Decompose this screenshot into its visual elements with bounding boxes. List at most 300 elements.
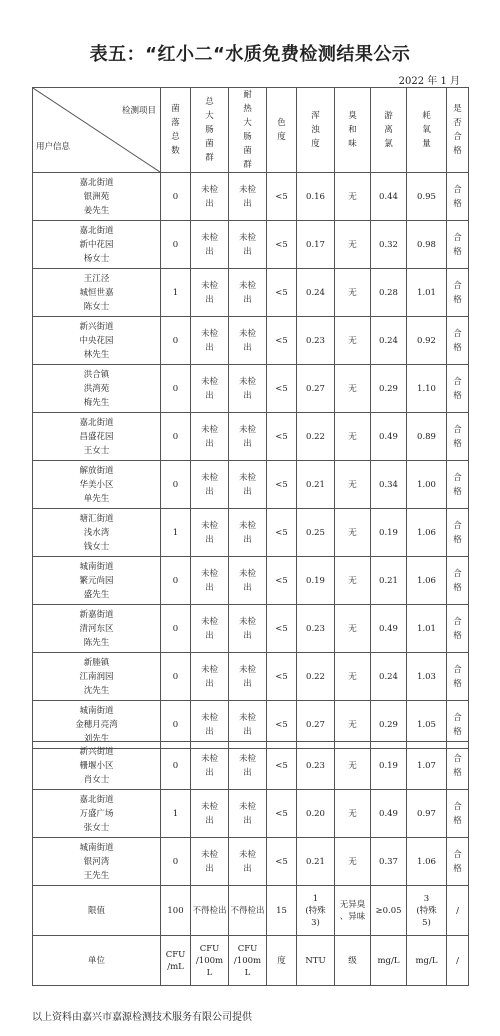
value-cell — [267, 221, 297, 269]
value-cell — [191, 557, 229, 605]
cell-value: 未检出 — [200, 616, 218, 641]
cell-value: CFU /mL — [165, 949, 186, 972]
cell-value: 0 — [172, 431, 179, 442]
limit-row-label: 限值 — [33, 886, 161, 936]
cell-value: <5 — [275, 527, 288, 538]
value-cell — [161, 886, 191, 936]
value-cell — [371, 557, 407, 605]
cell-value: 无 — [348, 808, 357, 819]
cell-value: CFU /100m L — [233, 943, 262, 978]
value-cell — [407, 365, 447, 413]
cell-value: 0 — [172, 239, 179, 250]
cell-value: mg/L — [415, 955, 438, 966]
cell-value: 未检出 — [238, 424, 256, 449]
value-cell — [335, 461, 371, 509]
table-row — [33, 653, 469, 701]
value-cell — [447, 317, 469, 365]
value-cell — [229, 461, 267, 509]
user-info-line: 新中花园 — [79, 239, 114, 250]
cell-value: 无 — [348, 191, 357, 202]
user-info-cell — [33, 317, 161, 365]
cell-value: 级 — [348, 955, 357, 966]
cell-value: 合格 — [453, 616, 462, 641]
user-info-line: 金穗月亮湾 — [75, 719, 118, 730]
table-row — [33, 790, 469, 838]
value-cell — [447, 173, 469, 221]
cell-value: 合格 — [453, 801, 462, 826]
value-cell — [229, 936, 267, 986]
column-header — [297, 88, 335, 173]
user-info-cell — [33, 557, 161, 605]
value-cell — [297, 413, 335, 461]
cell-value: 0 — [172, 383, 179, 394]
cell-value: <5 — [275, 431, 288, 442]
value-cell — [191, 742, 229, 790]
cell-value: 无 — [348, 335, 357, 346]
cell-value: 合格 — [453, 424, 462, 449]
cell-value: 度 — [277, 955, 286, 966]
value-cell — [447, 605, 469, 653]
user-info-line: 林先生 — [83, 349, 110, 360]
corner-label-items: 检测项目 — [121, 106, 156, 116]
value-cell — [447, 221, 469, 269]
cell-value: 0.24 — [379, 671, 398, 682]
cell-value: 未检出 — [238, 849, 256, 874]
value-cell — [371, 653, 407, 701]
value-cell — [191, 936, 229, 986]
cell-value: 未检出 — [200, 376, 218, 401]
value-cell — [161, 461, 191, 509]
cell-value: 未检出 — [200, 184, 218, 209]
value-cell — [191, 790, 229, 838]
user-info-cell — [33, 173, 161, 221]
value-cell — [407, 838, 447, 886]
column-header-label: 浑浊度 — [311, 111, 320, 149]
table-row — [33, 413, 469, 461]
cell-value: 未检出 — [200, 753, 218, 778]
value-cell — [229, 605, 267, 653]
user-info-line: 城恒世嘉 — [79, 287, 114, 298]
value-cell — [335, 413, 371, 461]
value-cell — [161, 557, 191, 605]
value-cell — [407, 605, 447, 653]
cell-value: 合格 — [453, 849, 462, 874]
cell-value: 0.22 — [306, 431, 325, 442]
value-cell — [191, 317, 229, 365]
cell-value: 合格 — [453, 712, 462, 737]
value-cell — [335, 790, 371, 838]
value-cell — [447, 790, 469, 838]
column-header-label: 色度 — [277, 118, 286, 142]
value-cell — [335, 317, 371, 365]
cell-value: 0.27 — [306, 719, 325, 730]
cell-value: 无 — [348, 856, 357, 867]
value-cell — [161, 365, 191, 413]
cell-value: 未检出 — [238, 616, 256, 641]
value-cell — [447, 936, 469, 986]
cell-value: 合格 — [453, 184, 462, 209]
cell-value: 无 — [348, 719, 357, 730]
user-info-line: 城南街道 — [79, 842, 114, 853]
value-cell — [447, 886, 469, 936]
cell-value: 无 — [348, 623, 357, 634]
value-cell — [447, 557, 469, 605]
value-cell — [229, 269, 267, 317]
cell-value: 1.01 — [417, 287, 436, 298]
table-row — [33, 461, 469, 509]
cell-value: <5 — [275, 808, 288, 819]
value-cell — [267, 509, 297, 557]
cell-value: 100 — [167, 905, 184, 916]
cell-value: 0 — [172, 575, 179, 586]
value-cell — [371, 173, 407, 221]
user-info-line: 江南润园 — [79, 671, 114, 682]
cell-value: 0.22 — [306, 671, 325, 682]
value-cell — [371, 317, 407, 365]
user-info-cell — [33, 509, 161, 557]
value-cell — [407, 413, 447, 461]
value-cell — [447, 838, 469, 886]
table-row — [33, 365, 469, 413]
value-cell — [335, 838, 371, 886]
cell-value: 1.07 — [417, 760, 436, 771]
cell-value: 未检出 — [200, 232, 218, 257]
footer-note: 以上资料由嘉兴市嘉源检测技术服务有限公司提供 — [32, 1012, 252, 1023]
column-header — [335, 88, 371, 173]
cell-value: 1.06 — [417, 856, 436, 867]
user-info-line: 栅堰小区 — [79, 760, 114, 771]
cell-value: <5 — [275, 383, 288, 394]
user-info-line: 陈女士 — [83, 301, 110, 312]
cell-value: <5 — [275, 856, 288, 867]
value-cell — [335, 173, 371, 221]
value-cell — [297, 936, 335, 986]
cell-value: <5 — [275, 575, 288, 586]
cell-value: 合格 — [453, 753, 462, 778]
user-info-line: 王江泾 — [83, 273, 110, 284]
user-info-line: 新塍镇 — [83, 657, 110, 668]
user-info-cell — [33, 790, 161, 838]
cell-value: 合格 — [453, 280, 462, 305]
value-cell — [229, 790, 267, 838]
table-row — [33, 509, 469, 557]
value-cell — [161, 413, 191, 461]
report-date: 2022 年 1 月 — [398, 76, 460, 87]
user-info-line: 钱女士 — [83, 541, 110, 552]
cell-value: 0 — [172, 191, 179, 202]
table-row — [33, 838, 469, 886]
column-header-label: 是否合格 — [453, 104, 462, 156]
value-cell — [407, 509, 447, 557]
value-cell — [447, 365, 469, 413]
value-cell — [335, 653, 371, 701]
column-header-label: 臭和味 — [348, 111, 357, 149]
cell-value: 无 — [348, 760, 357, 771]
cell-value: 未检出 — [200, 568, 218, 593]
unit-row — [33, 936, 469, 986]
cell-value: 0 — [172, 856, 179, 867]
value-cell — [229, 509, 267, 557]
cell-value: 未检出 — [200, 849, 218, 874]
value-cell — [267, 838, 297, 886]
user-info-line: 杨女士 — [83, 253, 110, 264]
user-info-cell — [33, 742, 161, 790]
value-cell — [407, 790, 447, 838]
value-cell — [161, 653, 191, 701]
user-info-cell — [33, 413, 161, 461]
user-info-line: 万盛广场 — [79, 808, 114, 819]
user-info-line: 嘉北街道 — [79, 794, 114, 805]
user-info-line: 张女士 — [83, 822, 110, 833]
cell-value: / — [456, 905, 459, 916]
cell-value: <5 — [275, 760, 288, 771]
cell-value: 0.16 — [306, 191, 325, 202]
value-cell — [447, 509, 469, 557]
value-cell — [297, 269, 335, 317]
value-cell — [161, 509, 191, 557]
cell-value: 无 — [348, 671, 357, 682]
cell-value: 1 (特殊 3) — [305, 893, 326, 928]
cell-value: 未检出 — [238, 280, 256, 305]
cell-value: <5 — [275, 623, 288, 634]
cell-value: 0.89 — [417, 431, 436, 442]
value-cell — [229, 173, 267, 221]
cell-value: 15 — [276, 905, 287, 916]
cell-value: 0 — [172, 479, 179, 490]
value-cell — [335, 365, 371, 413]
value-cell — [267, 790, 297, 838]
value-cell — [267, 413, 297, 461]
user-info-line: 嘉北街道 — [79, 225, 114, 236]
value-cell — [447, 742, 469, 790]
results-table-2 — [32, 741, 469, 986]
value-cell — [407, 742, 447, 790]
user-info-line: 中央花园 — [79, 335, 114, 346]
value-cell — [297, 557, 335, 605]
cell-value: 0 — [172, 623, 179, 634]
value-cell — [447, 461, 469, 509]
cell-value: 1.06 — [417, 527, 436, 538]
corner-label-users: 用户信息 — [36, 142, 71, 152]
user-info-cell — [33, 221, 161, 269]
cell-value: 无异臭 、异味 — [339, 899, 366, 922]
value-cell — [371, 742, 407, 790]
user-info-line: 新兴街道 — [79, 321, 114, 332]
cell-value: 未检出 — [238, 664, 256, 689]
cell-value: <5 — [275, 671, 288, 682]
value-cell — [229, 557, 267, 605]
value-cell — [447, 269, 469, 317]
cell-value: 0.32 — [379, 239, 398, 250]
user-info-line: 梅先生 — [83, 397, 110, 408]
table-row — [33, 557, 469, 605]
user-info-line: 清河东区 — [79, 623, 114, 634]
value-cell — [407, 886, 447, 936]
cell-value: 无 — [348, 383, 357, 394]
cell-value: 未检出 — [238, 568, 256, 593]
value-cell — [191, 653, 229, 701]
cell-value: 0 — [172, 335, 179, 346]
cell-value: 合格 — [453, 664, 462, 689]
column-header — [161, 88, 191, 173]
cell-value: 1 — [172, 287, 179, 298]
table-row — [33, 605, 469, 653]
user-info-line: 单先生 — [83, 493, 110, 504]
cell-value: 0.19 — [379, 527, 398, 538]
value-cell — [267, 605, 297, 653]
user-info-line: 嘉北街道 — [79, 417, 114, 428]
value-cell — [297, 886, 335, 936]
user-info-line: 新嘉街道 — [79, 609, 114, 620]
cell-value: 3 (特殊 5) — [416, 893, 437, 928]
column-header-label: 菌落总数 — [171, 104, 180, 156]
cell-value: mg/L — [377, 955, 400, 966]
cell-value: 0.37 — [379, 856, 398, 867]
value-cell — [335, 269, 371, 317]
cell-value: 不得检出 — [230, 905, 265, 916]
value-cell — [447, 653, 469, 701]
cell-value: 未检出 — [200, 801, 218, 826]
cell-value: 合格 — [453, 232, 462, 257]
cell-value: 未检出 — [238, 376, 256, 401]
column-header-label: 耐热大肠菌群 — [243, 90, 252, 170]
cell-value: 未检出 — [238, 328, 256, 353]
cell-value: 未检出 — [238, 712, 256, 737]
limit-row — [33, 886, 469, 936]
cell-value: 无 — [348, 239, 357, 250]
cell-value: 0.95 — [417, 191, 436, 202]
page-title: 表五：“红小二“水质免费检测结果公示 — [89, 44, 411, 65]
cell-value: 0.23 — [306, 335, 325, 346]
cell-value: 未检出 — [238, 753, 256, 778]
cell-value: 无 — [348, 575, 357, 586]
user-info-line: 王先生 — [83, 870, 110, 881]
column-header — [371, 88, 407, 173]
cell-value: 0.29 — [379, 719, 398, 730]
table-row — [33, 317, 469, 365]
table-row — [33, 173, 469, 221]
value-cell — [335, 936, 371, 986]
cell-value: 合格 — [453, 568, 462, 593]
value-cell — [335, 605, 371, 653]
value-cell — [335, 742, 371, 790]
value-cell — [161, 790, 191, 838]
value-cell — [335, 221, 371, 269]
cell-value: 未检出 — [200, 520, 218, 545]
value-cell — [297, 509, 335, 557]
user-info-line: 银河湾 — [83, 856, 110, 867]
cell-value: 0.17 — [306, 239, 325, 250]
cell-value: 不得检出 — [192, 905, 227, 916]
cell-value: 未检出 — [238, 520, 256, 545]
value-cell — [161, 605, 191, 653]
value-cell — [267, 317, 297, 365]
value-cell — [371, 886, 407, 936]
value-cell — [407, 221, 447, 269]
value-cell — [267, 173, 297, 221]
cell-value: 未检出 — [200, 664, 218, 689]
cell-value: 合格 — [453, 376, 462, 401]
cell-value: <5 — [275, 479, 288, 490]
value-cell — [371, 221, 407, 269]
results-table-1 — [32, 87, 469, 749]
cell-value: 0.21 — [306, 856, 325, 867]
user-info-line: 城南街道 — [79, 561, 114, 572]
cell-value: 未检出 — [200, 712, 218, 737]
value-cell — [297, 365, 335, 413]
user-info-line: 昌盛花园 — [79, 431, 114, 442]
value-cell — [297, 838, 335, 886]
cell-value: 无 — [348, 287, 357, 298]
cell-value: 0.49 — [379, 431, 398, 442]
user-info-line: 繁元尚园 — [79, 575, 114, 586]
value-cell — [267, 269, 297, 317]
value-cell — [191, 605, 229, 653]
cell-value: <5 — [275, 287, 288, 298]
cell-value: 1.06 — [417, 575, 436, 586]
value-cell — [267, 742, 297, 790]
user-info-line: 王女士 — [83, 445, 110, 456]
value-cell — [161, 742, 191, 790]
user-info-cell — [33, 653, 161, 701]
value-cell — [267, 557, 297, 605]
value-cell — [229, 317, 267, 365]
value-cell — [229, 413, 267, 461]
value-cell — [267, 653, 297, 701]
value-cell — [267, 936, 297, 986]
value-cell — [407, 269, 447, 317]
cell-value: / — [456, 955, 459, 966]
value-cell — [335, 557, 371, 605]
cell-value: 0.28 — [379, 287, 398, 298]
cell-value: ≥0.05 — [375, 905, 402, 916]
cell-value: 无 — [348, 479, 357, 490]
cell-value: 1.00 — [417, 479, 436, 490]
value-cell — [267, 365, 297, 413]
column-header — [447, 88, 469, 173]
value-cell — [229, 365, 267, 413]
value-cell — [371, 413, 407, 461]
cell-value: 0.25 — [306, 527, 325, 538]
cell-value: 无 — [348, 431, 357, 442]
value-cell — [407, 653, 447, 701]
cell-value: 0 — [172, 719, 179, 730]
value-cell — [297, 173, 335, 221]
user-info-line: 肖女士 — [83, 774, 110, 785]
cell-value: 1.03 — [417, 671, 436, 682]
user-info-line: 塘汇街道 — [79, 513, 114, 524]
value-cell — [371, 838, 407, 886]
value-cell — [191, 365, 229, 413]
cell-value: 0.97 — [417, 808, 436, 819]
cell-value: 0.23 — [306, 623, 325, 634]
user-info-cell — [33, 838, 161, 886]
cell-value: <5 — [275, 719, 288, 730]
value-cell — [371, 790, 407, 838]
value-cell — [297, 790, 335, 838]
user-info-line: 浅水湾 — [83, 527, 110, 538]
column-header-label: 耗氧量 — [422, 111, 431, 149]
table-row — [33, 269, 469, 317]
value-cell — [161, 936, 191, 986]
user-info-line: 洪合镇 — [83, 369, 110, 380]
value-cell — [229, 838, 267, 886]
value-cell — [297, 221, 335, 269]
cell-value: 未检出 — [238, 472, 256, 497]
value-cell — [371, 605, 407, 653]
header-corner-cell — [33, 88, 161, 173]
value-cell — [371, 461, 407, 509]
